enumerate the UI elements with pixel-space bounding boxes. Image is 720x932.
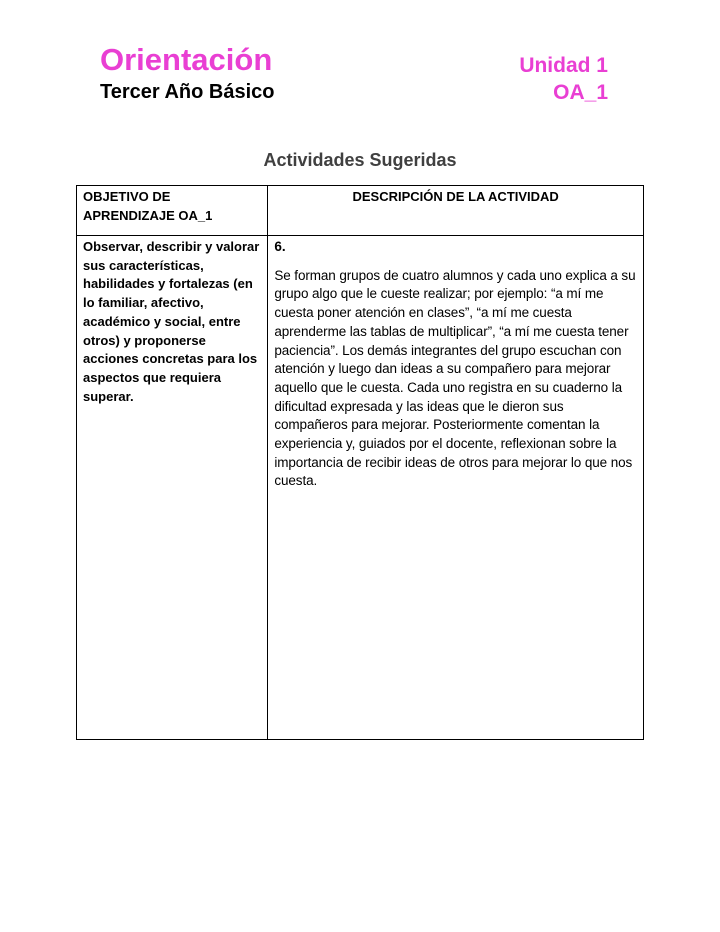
objective-column-header: OBJETIVO DE APRENDIZAJE OA_1 — [77, 186, 268, 236]
subject-title: Orientación — [100, 42, 273, 77]
section-heading: Actividades Sugeridas — [263, 150, 457, 170]
grade-subtitle: Tercer Año Básico — [100, 81, 275, 103]
activity-cell — [268, 236, 644, 740]
table-header-row — [77, 186, 644, 236]
objective-cell: Observar, describir y valorar sus características, habilidades y fortalezas (en lo familiar, afectivo, académico y social, entre otros) y proponerse acciones concretas para los aspectos que requiera superar. — [77, 236, 268, 740]
activity-number: 6. — [274, 239, 286, 254]
objective-code-label: OA_1 — [553, 81, 608, 104]
activities-table — [76, 185, 644, 740]
unit-label: Unidad 1 — [519, 54, 608, 77]
table-row — [77, 236, 644, 740]
description-column-header: DESCRIPCIÓN DE LA ACTIVIDAD — [268, 186, 644, 236]
activity-description: Se forman grupos de cuatro alumnos y cada uno explica a su grupo algo que le cueste realizar; por ejemplo: “a mí me cuesta poner atención en clases”, “a mí me cuesta aprenderme las tablas de multiplicar”, “a mí me cuesta tener paciencia”. Los demás integrantes del grupo escuchan con atención y luego dan ideas a su compañero para mejorar aquello que le cuesta. Cada uno registra en su cuaderno la dificultad expresada y las ideas que le dieron sus compañeros para mejorar. Posteriormente comentan la experiencia y, guiados por el docente, reflexionan sobre la importancia de recibir ideas de otros para mejorar lo que nos cuesta. — [274, 267, 636, 489]
